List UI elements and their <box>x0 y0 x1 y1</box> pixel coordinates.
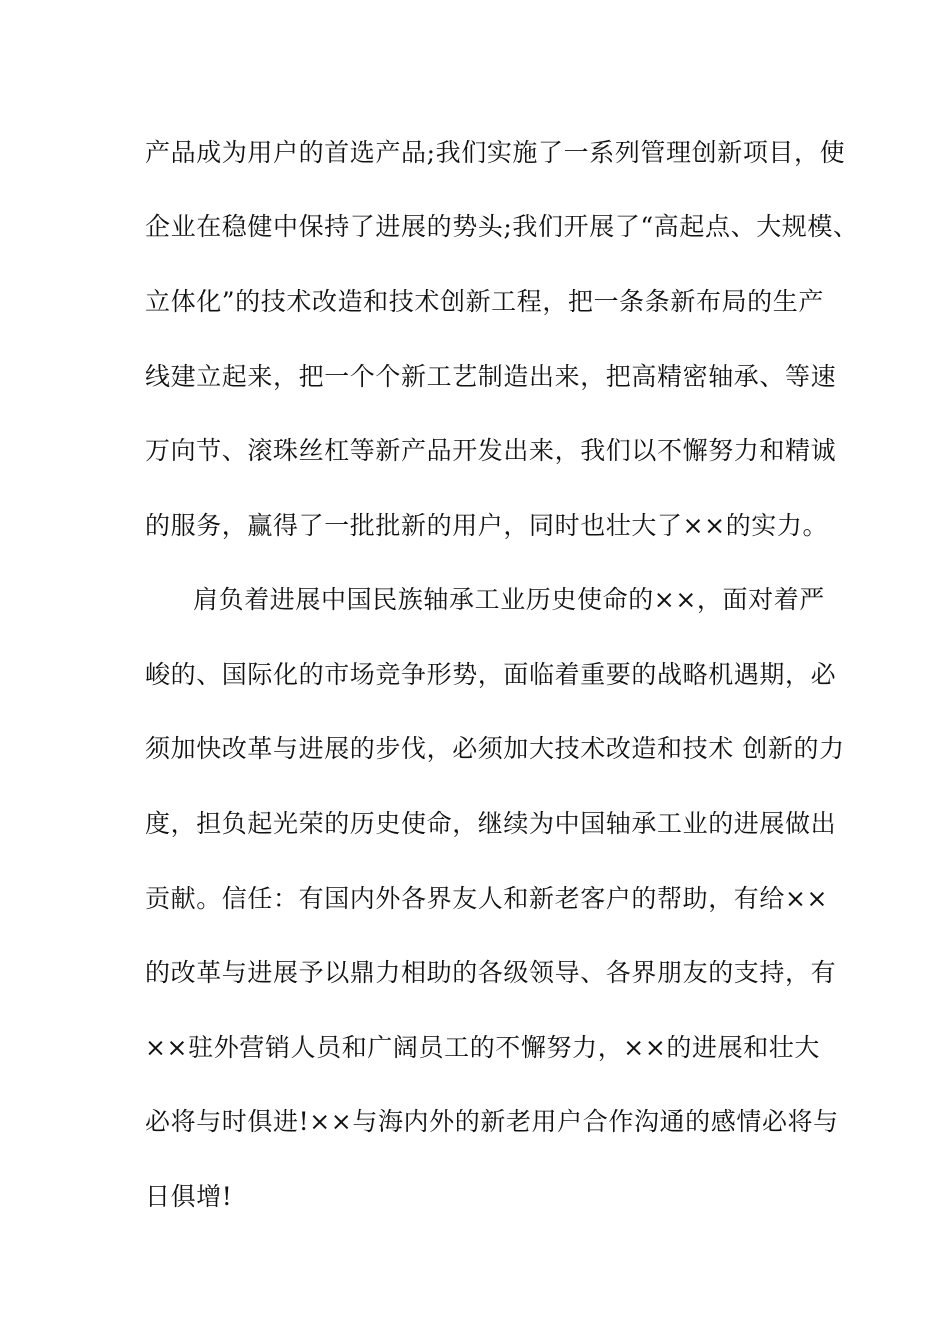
text-line: 峻的、国际化的市场竞争形势，面临着重要的战略机遇期，必 <box>145 660 837 689</box>
text-line: 的改革与进展予以鼎力相助的各级领导、各界朋友的支持，有 <box>145 958 837 987</box>
text-line: 企业在稳健中保持了进展的势头;我们开展了“高起点、大规模、 <box>145 212 859 241</box>
paragraph-first-line: 肩负着进展中国民族轴承工业历史使命的××，面对着严 <box>193 585 825 614</box>
text-line: 的服务，赢得了一批批新的用户，同时也壮大了××的实力。 <box>145 511 829 540</box>
text-line: 线建立起来，把一个个新工艺制造出来，把高精密轴承、等速 <box>145 362 837 391</box>
text-line: 立体化”的技术改造和技术创新工程，把一条条新布局的生产 <box>145 287 824 316</box>
text-line: 日俱增! <box>145 1182 233 1211</box>
text-line: 万向节、滚珠丝杠等新产品开发出来，我们以不懈努力和精诚 <box>145 436 837 465</box>
text-line: 度，担负起光荣的历史使命，继续为中国轴承工业的进展做出 <box>145 809 837 838</box>
text-line: 贡献。信任：有国内外各界友人和新老客户的帮助，有给×× <box>145 884 829 913</box>
text-line: 须加快改革与进展的步伐，必须加大技术改造和技术 创新的力 <box>145 734 845 763</box>
text-line: 必将与时俱进!××与海内外的新老用户合作沟通的感情必将与 <box>145 1107 839 1136</box>
text-line: ××驻外营销人员和广阔员工的不懈努力，××的进展和壮大 <box>145 1033 820 1062</box>
text-line: 产品成为用户的首选产品;我们实施了一系列管理创新项目，使 <box>145 138 846 167</box>
